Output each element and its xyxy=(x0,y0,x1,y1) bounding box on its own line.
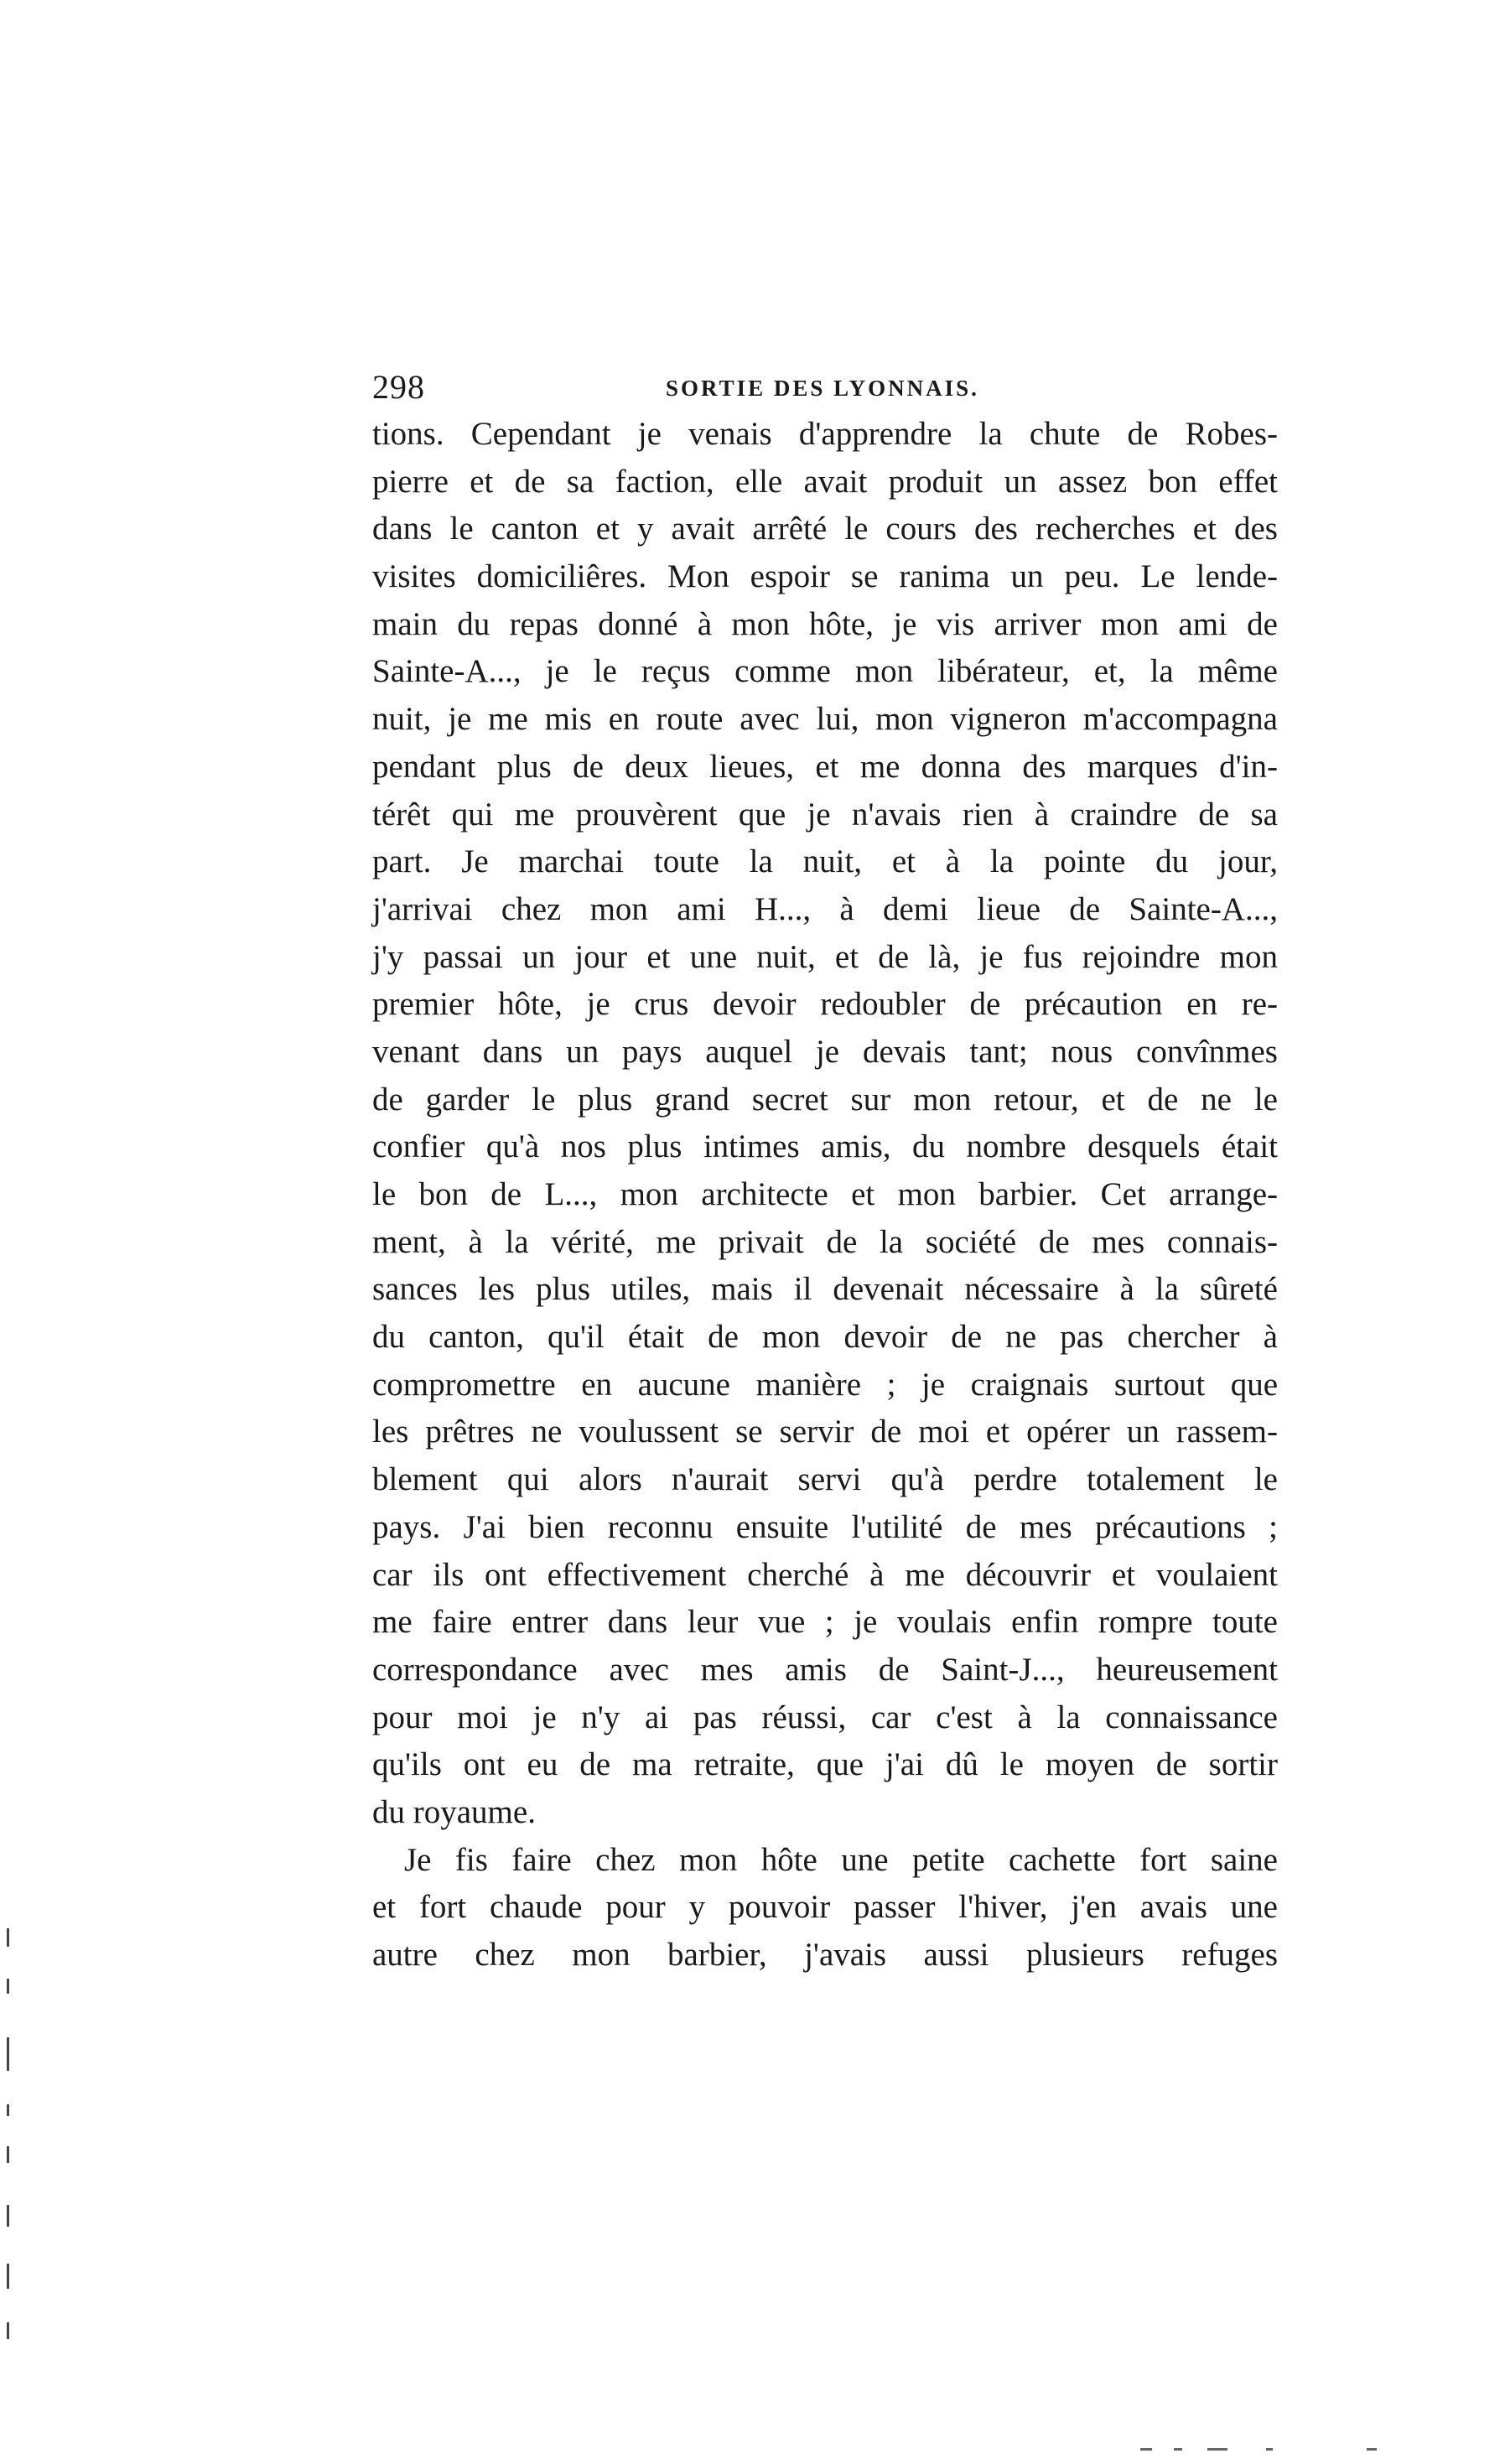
text-line: Sainte-A..., je le reçus comme mon libérateur, et, la même xyxy=(372,653,1278,690)
scan-mark xyxy=(7,1928,9,1947)
text-line: tions. Cependant je venais d'apprendre la chute de Robes- xyxy=(372,416,1278,452)
scan-mark xyxy=(7,2037,9,2071)
text-line: nuit, je me mis en route avec lui, mon vigneron m'accompagna xyxy=(372,701,1278,738)
scan-mark xyxy=(1266,2448,1273,2451)
text-line: pendant plus de deux lieues, et me donna des marques d'in- xyxy=(372,748,1278,785)
scan-mark xyxy=(7,2264,9,2289)
text-line: autre chez mon barbier, j'avais aussi plusieurs refuges xyxy=(372,1937,1278,1973)
paragraph-start-line: Je fis faire chez mon hôte une petite cachette fort saine xyxy=(404,1841,1278,1878)
scan-mark xyxy=(7,2146,9,2163)
text-line: part. Je marchai toute la nuit, et à la pointe du jour, xyxy=(372,843,1278,880)
scan-mark xyxy=(7,2104,9,2116)
text-line: compromettre en aucune manière ; je craignais surtout que xyxy=(372,1366,1278,1403)
paragraph-end-line: du royaume. xyxy=(372,1793,536,1830)
text-line: du canton, qu'il était de mon devoir de ne pas chercher à xyxy=(372,1319,1278,1356)
text-line: j'y passai un jour et une nuit, et de là, je fus rejoindre mon xyxy=(372,938,1278,975)
text-line: j'arrivai chez mon ami H..., à demi lieue de Sainte-A..., xyxy=(372,890,1278,927)
text-line: qu'ils ont eu de ma retraite, que j'ai dû le moyen de sortir xyxy=(372,1746,1278,1783)
scan-mark xyxy=(7,2205,9,2227)
scan-mark xyxy=(7,1979,9,1994)
body-text xyxy=(372,411,1278,1979)
running-title: SORTIE DES LYONNAIS. xyxy=(666,376,979,401)
page-header xyxy=(372,362,1278,412)
scan-mark xyxy=(1207,2448,1227,2451)
scan-mark xyxy=(1367,2448,1377,2451)
text-line: térêt qui me prouvèrent que je n'avais rien à craindre de sa xyxy=(372,796,1278,833)
text-line: main du repas donné à mon hôte, je vis arriver mon ami de xyxy=(372,605,1278,642)
text-line: pierre et de sa faction, elle avait produit un assez bon effet xyxy=(372,463,1278,500)
text-line: venant dans un pays auquel je devais tant; nous convînmes xyxy=(372,1033,1278,1070)
text-line: correspondance avec mes amis de Saint-J..., heureusement xyxy=(372,1651,1278,1688)
text-line: de garder le plus grand secret sur mon retour, et de ne le xyxy=(372,1081,1278,1118)
text-line: visites domiciliêres. Mon espoir se ranima un peu. Le lende- xyxy=(372,558,1278,595)
text-line: premier hôte, je crus devoir redoubler de précaution en re- xyxy=(372,986,1278,1023)
scan-mark xyxy=(1140,2448,1152,2451)
page-number: 298 xyxy=(372,368,425,406)
scan-mark xyxy=(7,2322,9,2339)
text-line: et fort chaude pour y pouvoir passer l'hiver, j'en avais une xyxy=(372,1889,1278,1926)
text-line: ment, à la vérité, me privait de la société de mes connais- xyxy=(372,1223,1278,1260)
scan-margin-marks xyxy=(7,1928,12,2347)
text-line: pays. J'ai bien reconnu ensuite l'utilité de mes précautions ; xyxy=(372,1508,1278,1545)
scan-footer-marks xyxy=(1140,2448,1392,2453)
text-line: le bon de L..., mon architecte et mon barbier. Cet arrange- xyxy=(372,1176,1278,1212)
text-line: confier qu'à nos plus intimes amis, du nombre desquels était xyxy=(372,1128,1278,1165)
text-line: me faire entrer dans leur vue ; je voulais enfin rompre toute xyxy=(372,1604,1278,1641)
text-line: blement qui alors n'aurait servi qu'à perdre totalement le xyxy=(372,1461,1278,1498)
text-line: sances les plus utiles, mais il devenait nécessaire à la sûreté xyxy=(372,1271,1278,1308)
scan-mark xyxy=(1174,2448,1182,2451)
text-line: les prêtres ne voulussent se servir de moi et opérer un rassem- xyxy=(372,1414,1278,1450)
text-line: car ils ont effectivement cherché à me découvrir et voulaient xyxy=(372,1556,1278,1593)
text-line: dans le canton et y avait arrêté le cours des recherches et des xyxy=(372,511,1278,547)
text-line: pour moi je n'y ai pas réussi, car c'est à la connaissance xyxy=(372,1699,1278,1735)
